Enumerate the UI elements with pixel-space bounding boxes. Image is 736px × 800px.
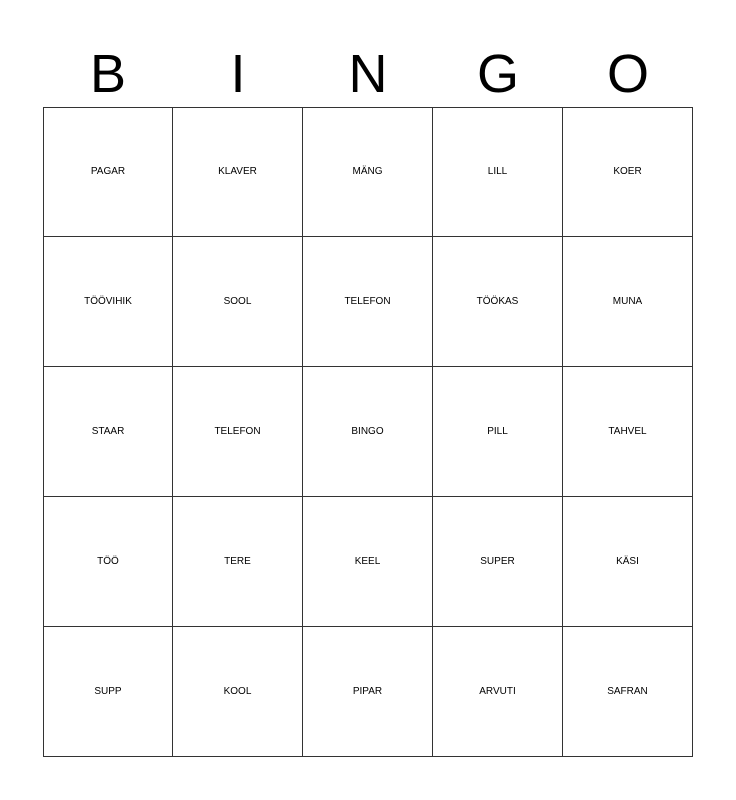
bingo-cell[interactable]: PILL	[433, 367, 563, 497]
bingo-board	[43, 107, 693, 757]
bingo-header	[43, 40, 693, 108]
bingo-cell[interactable]: SOOL	[173, 237, 303, 367]
bingo-cell[interactable]: KOOL	[173, 627, 303, 757]
bingo-cell[interactable]: KOER	[563, 107, 693, 237]
bingo-cell[interactable]: TAHVEL	[563, 367, 693, 497]
bingo-cell[interactable]: SUPER	[433, 497, 563, 627]
bingo-cell[interactable]: SAFRAN	[563, 627, 693, 757]
header-letter-i: I	[230, 44, 246, 104]
bingo-cell[interactable]: TÖÖVIHIK	[43, 237, 173, 367]
bingo-cell[interactable]: TELEFON	[173, 367, 303, 497]
bingo-cell[interactable]: PAGAR	[43, 107, 173, 237]
bingo-cell[interactable]: ARVUTI	[433, 627, 563, 757]
header-letter-b: B	[89, 44, 127, 104]
bingo-cell[interactable]: MÄNG	[303, 107, 433, 237]
bingo-cell[interactable]: STAAR	[43, 367, 173, 497]
bingo-cell[interactable]: TERE	[173, 497, 303, 627]
bingo-cell[interactable]: BINGO	[303, 367, 433, 497]
bingo-cell[interactable]: KÄSI	[563, 497, 693, 627]
bingo-cell[interactable]: LILL	[433, 107, 563, 237]
header-letter-n: N	[348, 44, 388, 104]
bingo-cell[interactable]: MUNA	[563, 237, 693, 367]
bingo-cell[interactable]: TELEFON	[303, 237, 433, 367]
bingo-cell[interactable]: KEEL	[303, 497, 433, 627]
bingo-cell[interactable]: TÖÖ	[43, 497, 173, 627]
bingo-cell[interactable]: PIPAR	[303, 627, 433, 757]
bingo-cell[interactable]: KLAVER	[173, 107, 303, 237]
header-letter-g: G	[476, 44, 519, 104]
bingo-cell[interactable]: TÖÖKAS	[433, 237, 563, 367]
bingo-cell[interactable]: SUPP	[43, 627, 173, 757]
header-letter-o: O	[606, 44, 649, 104]
